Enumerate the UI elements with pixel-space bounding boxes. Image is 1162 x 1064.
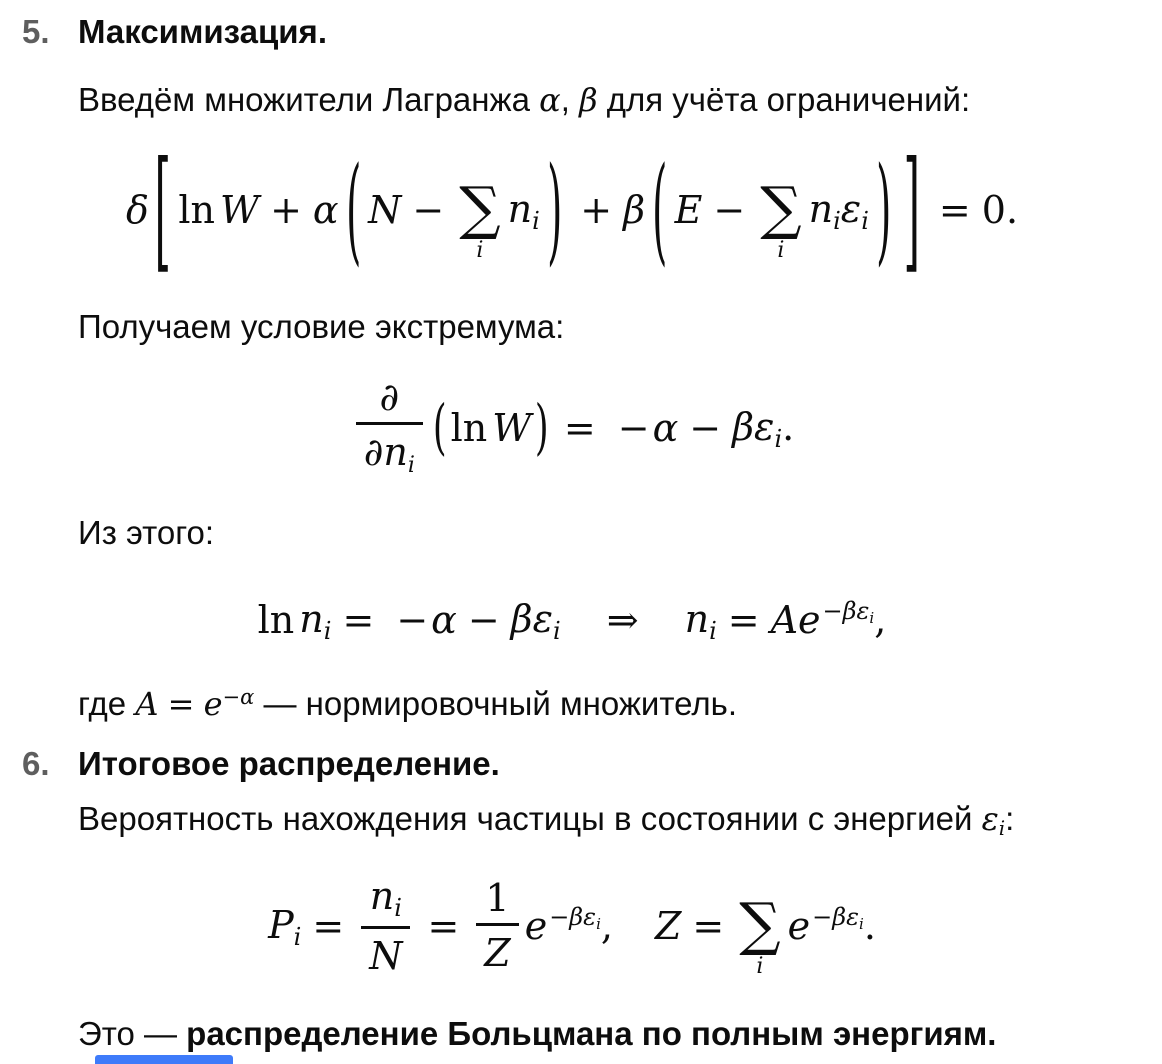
equals-sign: = [692,903,725,948]
epsilon-symbol: ε [840,187,862,232]
sub-i: i [709,617,717,646]
var-N: N [368,188,402,233]
var-N: N [369,933,403,978]
beta-symbol: β [832,902,847,931]
var-e: e [798,598,821,643]
section-6-title: Итоговое распределение. [78,744,500,782]
var-P: P [268,902,294,947]
extremum-paragraph: Получаем условие экстремума: [78,308,565,346]
sigma-glyph: ∑ [760,173,802,242]
exponent [223,685,255,709]
intro-text-post: для учёта ограничений: [597,80,971,118]
beta-symbol: β [510,597,533,642]
P-sub-i [268,903,301,949]
one-over-Z-fraction [476,876,518,976]
sub-i: i [998,816,1006,841]
colon: : [1005,800,1015,838]
partial-symbol: ∂ [363,430,384,475]
equals-sign: = [938,188,971,233]
comma: , [600,903,613,948]
equals-sign: = [342,598,375,643]
numerator [362,873,410,926]
section-6-number: 6. [22,744,50,782]
denominator [361,926,410,978]
var-n: n [299,597,324,642]
e-exponent-comma [525,904,613,948]
sub-i: i [869,609,875,628]
minus-operator: − [713,188,746,233]
left-paren: ( [345,142,361,278]
intro-text-pre: Введём множители Лагранжа [78,80,540,118]
where-text-pre: где [78,685,136,723]
period: . [782,404,795,449]
prob-text-pre: Вероятность нахождения частицы в состоянии с энергией [78,800,982,838]
epsilon-symbol: ε [532,597,554,642]
numerator [372,375,408,422]
partial-symbol: ∂ [379,375,400,420]
epsilon-symbol: ε [754,404,775,449]
sum-over-i [459,173,501,264]
e-exponent-period [788,904,876,948]
intro-separator: , [560,80,580,118]
right-paren: ) [535,393,549,463]
right-paren: ) [546,142,563,278]
ln-operator: ln [450,405,488,450]
minus-sign: − [822,597,843,626]
minus-operator: − [412,188,445,233]
var-e: e [787,903,811,948]
alpha-symbol: α [431,598,457,643]
epsilon-symbol: ε [583,902,597,931]
sum-index: i [476,238,484,264]
epsilon-symbol: ε [981,800,999,839]
final-bold-text: распределение Больцмана по полным энергиям. [186,1014,997,1052]
alpha-inline: α [539,80,561,119]
n-sub-i [507,187,540,236]
ln-operator: ln [178,188,215,233]
sub-i: i [323,617,332,646]
left-paren: ( [652,142,668,278]
alpha-symbol: α [312,188,339,233]
sub-i: i [774,424,783,453]
sub-i: i [833,207,841,236]
exponent [549,903,601,931]
equals-sign: = [312,903,345,948]
minus-sign: − [222,685,241,710]
exponent [812,903,864,931]
beta-symbol: β [623,188,646,233]
exponent [822,597,875,628]
equals-sign: = [727,598,760,643]
var-n: n [808,187,834,232]
minus-operator: − [467,598,500,643]
eps-sub-i-inline [982,797,1006,841]
n-i-eps-i [808,187,869,236]
var-Z: Z [484,931,511,976]
beta-eps-i [510,597,561,646]
denominator [356,422,423,477]
sub-i: i [553,617,561,646]
minus-unary: − [396,598,429,643]
n-over-N-fraction [361,873,410,978]
period: . [863,903,876,948]
epsilon-symbol: ε [846,902,859,931]
sub-i: i [394,893,402,922]
sub-i: i [532,207,540,236]
beta-inline: β [579,80,598,119]
beta-symbol: β [732,404,755,449]
partial-derivative-fraction [356,375,423,479]
where-text-post: — нормировочный множитель. [254,685,737,723]
intro-paragraph [78,78,1122,122]
alpha-symbol: α [652,405,679,450]
sub-i: i [859,914,864,933]
equation-variation [22,125,1122,295]
section-5-number: 5. [22,13,50,50]
var-n: n [369,873,395,918]
section-6-heading [22,742,1122,786]
section-5-heading [22,10,1122,54]
sigma-glyph: ∑ [459,173,501,242]
right-paren: ) [876,142,892,278]
right-bracket: ] [903,134,921,287]
sum-over-i [760,173,802,264]
equation-solution [22,584,1122,656]
minus-sign: − [812,902,833,931]
implies-arrow: ⇒ [606,598,639,643]
A-e-exponent [771,598,887,642]
n-sub-i [299,597,332,646]
sub-i: i [293,922,302,951]
var-W: W [492,405,532,450]
section-5-title: Максимизация. [78,13,327,50]
sum-index: i [777,238,785,264]
minus-unary: − [617,405,650,450]
sub-i: i [407,453,415,479]
alpha-symbol: α [240,685,255,710]
var-A: A [770,598,799,643]
var-A: A [135,685,159,724]
zero-period [982,188,1018,232]
plus-operator: + [270,188,302,233]
comma: , [874,598,887,643]
ln-operator: ln [257,598,295,643]
delta-symbol: δ [125,188,149,233]
left-bracket: [ [154,134,171,287]
numerator [477,876,517,923]
left-paren: ( [432,393,447,463]
one: 1 [485,876,510,921]
bottom-blue-bar [95,1055,233,1064]
beta-eps-i-period [732,405,794,451]
A-equals-e-minus-alpha [135,682,254,726]
minus-sign: − [549,902,570,931]
var-n: n [507,187,533,232]
sub-i: i [596,914,601,933]
plus-operator: + [580,188,613,233]
beta-symbol: β [842,597,857,626]
beta-symbol: β [569,902,584,931]
var-W: W [220,188,260,233]
sum-index: i [756,953,764,979]
epsilon-symbol: ε [856,597,870,626]
var-n: n [684,597,710,642]
from-this-paragraph: Из этого: [78,513,215,551]
zero: 0 [981,188,1006,233]
sum-over-i [739,889,781,979]
equals-sign: = [167,685,195,724]
sigma-glyph: ∑ [739,889,781,958]
probability-paragraph [78,797,1122,841]
denominator [476,923,518,976]
minus-operator: − [689,405,722,450]
where-paragraph [78,682,1122,726]
equation-boltzmann [22,858,1122,994]
final-paragraph [78,1012,1122,1056]
equals-sign: = [427,903,460,948]
equation-extremum [22,369,1122,487]
var-E: E [674,188,703,233]
equals-sign: = [563,405,596,450]
var-Z: Z [654,903,682,948]
var-e: e [524,903,548,948]
var-n: n [383,430,408,475]
sub-i: i [861,207,869,236]
n-sub-i [684,597,717,646]
var-e: e [203,685,223,724]
period: . [1005,188,1019,233]
final-text-pre: Это — [78,1014,187,1052]
